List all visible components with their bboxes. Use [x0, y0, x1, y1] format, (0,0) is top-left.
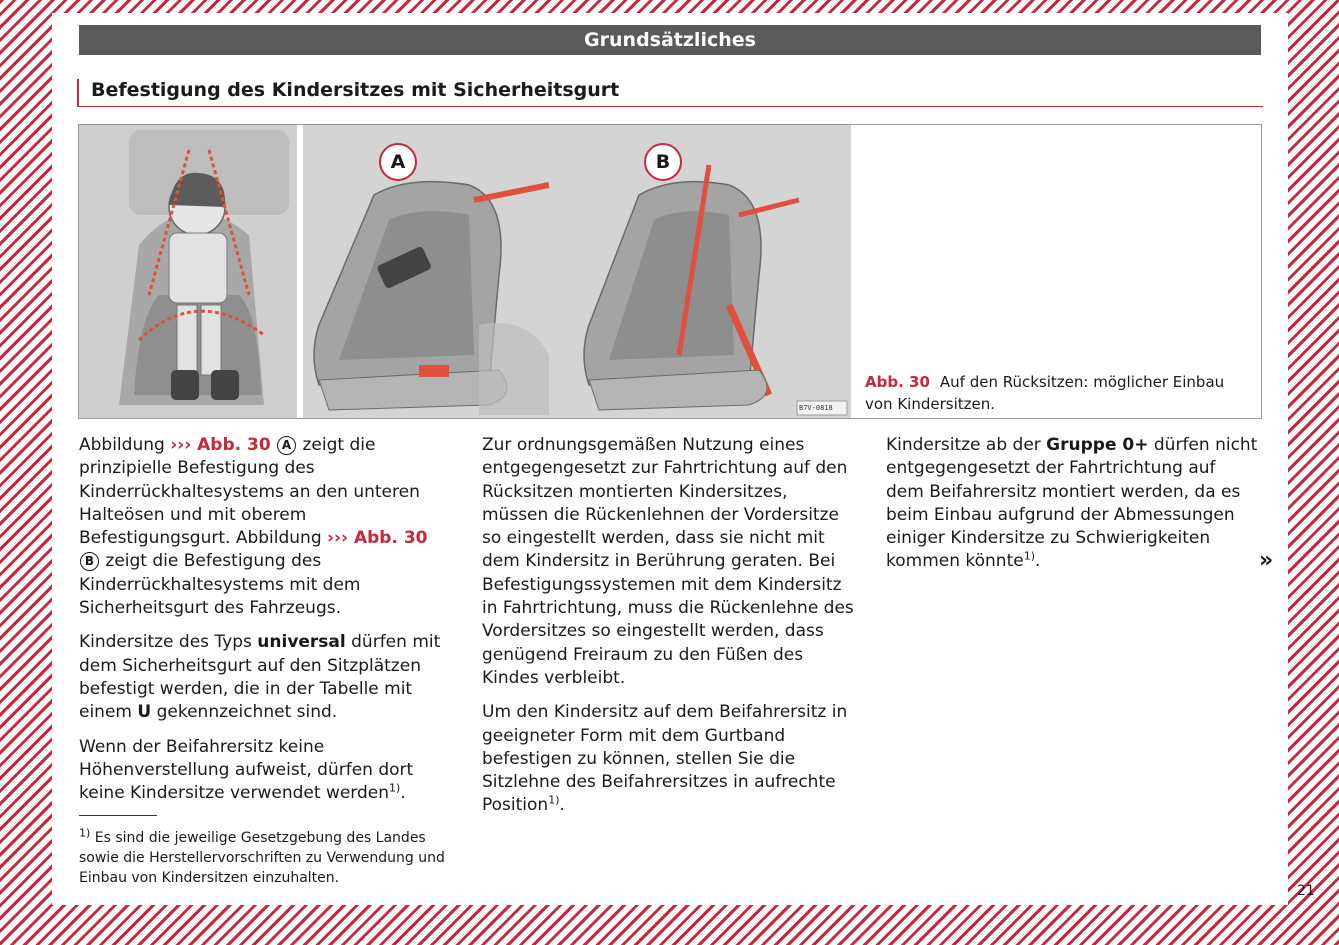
section-title: [77, 79, 1263, 107]
text-column-1: [79, 434, 451, 816]
marker-a-inline: A: [277, 436, 296, 455]
paragraph: Abbildung ››› Abb. 30 A zeigt die prinzipielle Befestigung des Kinderrückhaltesystems an den unteren Halteösen und mit oberem Befestigungsgurt. Abbildung ››› Abb. 30 B zeigt die Befestigung des Kinderrückhaltesystems mit dem Sicherheitsgurt des Fahrzeugs.: [79, 435, 428, 619]
page: [52, 13, 1315, 905]
footnote-divider: [79, 815, 157, 816]
marker-b: B: [644, 143, 682, 181]
page-number: 21: [1297, 883, 1315, 899]
text-column-3: [886, 434, 1258, 585]
figure-code: B7V-0818: [799, 404, 833, 412]
child-seat-illustration: [79, 125, 851, 418]
footnote-ref: 1): [1023, 549, 1036, 563]
figure-reference-link[interactable]: ››› Abb. 30: [327, 528, 428, 549]
chapter-header: Grundsätzliches: [79, 25, 1261, 55]
figure-caption: [865, 371, 1245, 415]
text-column-2: [482, 434, 854, 829]
marker-a: A: [379, 143, 417, 181]
paragraph: Zur ordnungsgemäßen Nutzung eines entgegengesetzt zur Fahrtrichtung auf den Rücksitzen montierten Kindersitzes, müssen die Rückenlehnen der Vordersitze so eingestellt werden, dass sie nicht mit dem Kindersitz in Berührung geraten. Bei Befestigungssystemen mit dem Kindersitz in Fahrtrichtung, muss die Rückenlehne des Vordersitzes so eingestellt werden, dass genügend Freiraum zu den Füßen des Kindes verbleibt.: [482, 435, 854, 688]
figure-reference-link[interactable]: ››› Abb. 30: [170, 435, 271, 455]
footnote: $^{1)}$ Es sind die jeweilige Gesetzgebung des Landes sowie die Herstellervorschriften zu Verwendung und Einbau von Kindersitzen einzuhalten.: [79, 826, 445, 886]
section-title-text: Befestigung des Kindersitzes mit Sicherheitsgurt: [91, 79, 620, 101]
figure-30: [78, 124, 1262, 419]
continue-mark: »: [1259, 548, 1274, 573]
footnote-number: 1): [79, 826, 91, 840]
caption-label: Abb. 30: [865, 373, 930, 391]
paragraph: Wenn der Beifahrersitz keine Höhenverstellung aufweist, dürfen dort keine Kindersitze verwendet werden$^{1)}$.: [79, 736, 414, 804]
footnote-ref: 1): [389, 781, 401, 795]
paragraph: Um den Kindersitz auf dem Beifahrersitz in geeigneter Form mit dem Gurtband befestigen zu können, stellen Sie die Sitzlehne des Beifahrersitzes in aufrechte Position$^{1)}$.: [482, 702, 848, 816]
footnote-ref: 1): [548, 793, 560, 807]
paragraph: Kindersitze des Typs universal dürfen mit dem Sicherheitsgurt auf den Sitzplätzen befestigt werden, die in der Tabelle mit einem U gekennzeichnet sind.: [79, 632, 441, 723]
caption-text: Auf den Rücksitzen: möglicher Einbau von Kindersitzen.: [865, 373, 1225, 413]
marker-b-inline: B: [80, 552, 99, 571]
paragraph: Kindersitze ab der Gruppe 0+ dürfen nicht entgegengesetzt der Fahrtrichtung auf dem Beifahrersitz montiert werden, da es beim Einbau aufgrund der Abmessungen einiger Kindersitze zu Schwierigkeiten kommen könnte$^{1)}$.: [886, 435, 1258, 572]
